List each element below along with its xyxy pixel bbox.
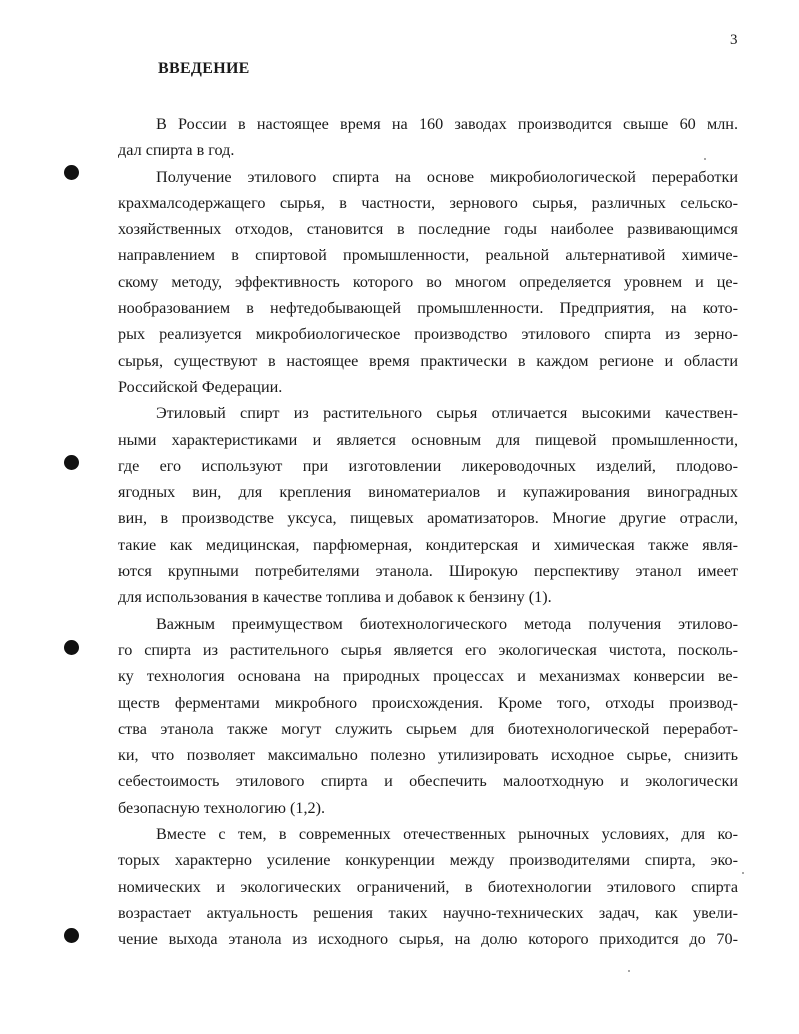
text-line: ягодных вин, для крепления виноматериалов и купажирования виноградных — [118, 483, 738, 502]
text-line: крахмалсодержащего сырья, в частности, зернового сырья, различных сельско- — [118, 193, 738, 212]
text-line: ществ ферментами микробного происхождения. Кроме того, отходы производ- — [118, 693, 738, 712]
binder-hole — [64, 165, 79, 180]
text-line: возрастает актуальность решения таких научно-технических задач, как увели- — [118, 903, 738, 922]
text-line: вин, в производстве уксуса, пищевых ароматизаторов. Многие другие отрасли, — [118, 509, 738, 528]
text-line: рых реализуется микробиологическое производство этилового спирта из зерно- — [118, 325, 738, 344]
text-line: такие как медицинская, парфюмерная, кондитерская и химическая также явля- — [118, 535, 738, 554]
text-line: ства этанола также могут служить сырьем для биотехнологической переработ- — [118, 719, 738, 738]
scan-speck — [704, 158, 706, 160]
binder-hole — [64, 455, 79, 470]
scan-speck — [742, 872, 744, 874]
body-text — [118, 111, 738, 953]
binder-hole — [64, 640, 79, 655]
text-line: номических и экологических ограничений, в биотехнологии этилового спирта — [118, 877, 738, 896]
text-line: где его используют при изготовлении ликероводочных изделий, плодово- — [118, 456, 738, 475]
text-line: го спирта из растительного сырья является его экологическая чистота, посколь- — [118, 640, 738, 659]
text-line: В России в настоящее время на 160 заводах производится свыше 60 млн. — [156, 115, 738, 133]
text-line: себестоимость этилового спирта и обеспечить малоотходную и экологически — [118, 772, 738, 791]
text-line: ются крупными потребителями этанола. Широкую перспективу этанол имеет — [118, 562, 738, 581]
text-line: торых характерно усиление конкуренции между производителями спирта, эко- — [118, 851, 738, 870]
text-line: Этиловый спирт из растительного сырья отличается высокими качествен- — [156, 404, 738, 423]
text-line: для использования в качестве топлива и добавок к бензину (1). — [118, 588, 552, 607]
text-line: Получение этилового спирта на основе микробиологической переработки — [156, 167, 738, 186]
scan-speck — [628, 970, 630, 972]
section-heading: ВВЕДЕНИЕ — [158, 60, 250, 77]
text-line: Вместе с тем, в современных отечественных рыночных условиях, для ко- — [156, 825, 738, 844]
text-line: безопасную технологию (1,2). — [118, 798, 326, 817]
text-line: Российской Федерации. — [118, 377, 283, 396]
text-line: чение выхода этанола из исходного сырья, на долю которого приходится до 70- — [118, 930, 738, 949]
text-line: ными характеристиками и является основным для пищевой промышленности, — [118, 430, 738, 449]
text-line: Важным преимуществом биотехнологического метода получения этилово- — [156, 614, 738, 633]
binder-hole — [64, 928, 79, 943]
text-line: хозяйственных отходов, становится в последние годы наиболее развивающимся — [118, 220, 738, 239]
text-line: ки, что позволяет максимально полезно утилизировать исходное сырье, снизить — [118, 746, 738, 765]
text-line: сырья, существуют в настоящее время практически в каждом регионе и области — [118, 351, 738, 370]
text-line: скому методу, эффективность которого во многом определяется уровнем и це- — [118, 272, 738, 291]
text-line: ку технология основана на природных процессах и механизмах конверсии ве- — [118, 667, 738, 686]
page-number: 3 — [730, 32, 738, 48]
text-line: дал спирта в год. — [118, 141, 235, 160]
text-line: направлением в спиртовой промышленности, реальной альтернативой химиче- — [118, 246, 738, 265]
text-line: нообразованием в нефтедобывающей промышленности. Предприятия, на кото- — [118, 299, 738, 318]
